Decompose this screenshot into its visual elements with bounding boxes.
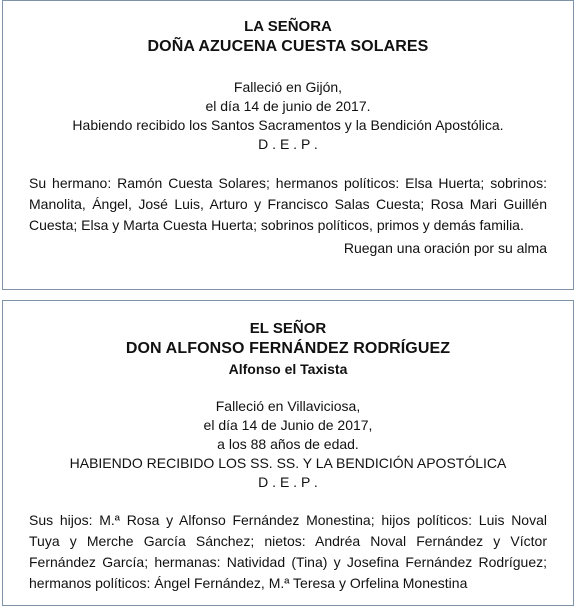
dep-line: D . E . P . [258,136,318,152]
obituary-notice-1 [2,0,574,290]
deceased-nickname: Alfonso el Taxista [228,361,348,377]
family-list: Sus hijos: M.ª Rosa y Alfonso Fernández Monestina; hijos políticos: Luis Noval Tuya y Merche García Sánchez; nietos: Andréa Noval Fernández y Víctor Fernández García; hermanas: Natividad (Tina) y Josefina Fernández Rodríguez; hermanos políticos: Ángel Fernández, M.ª Teresa y Orfelina Monestina [29,512,547,591]
age-line: a los 88 años de edad. [217,436,359,452]
dep-line: D . E . P . [258,474,318,490]
death-place: Falleció en Villaviciosa, [215,398,361,414]
death-place: Falleció en Gijón, [233,79,343,95]
sacraments-line: HABIENDO RECIBIDO LOS SS. SS. Y LA BENDICIÓN APOSTÓLICA [69,455,507,471]
prayer-line: Ruegan una oración por su alma [343,240,547,256]
notice-title: LA SEÑORA [244,18,332,35]
notice-title: EL SEÑOR [249,320,327,337]
family-list: Su hermano: Ramón Cuesta Solares; hermanos políticos: Elsa Huerta; sobrinos: Manolita, Ángel, José Luis, Arturo y Francisco Salas Cuesta; Rosa Mari Guillén Cuesta; Elsa y Marta Cuesta Huerta; sobrinos políticos, primos y demás familia. [29,175,547,233]
deceased-name: DON ALFONSO FERNÁNDEZ RODRÍGUEZ [125,340,451,357]
death-date: el día 14 de Junio de 2017, [203,417,373,433]
sacraments-line: Habiendo recibido los Santos Sacramentos y la Bendición Apostólica. [72,117,504,133]
deceased-name: DOÑA AZUCENA CUESTA SOLARES [147,38,429,55]
obituary-notice-2 [2,300,574,606]
death-date: el día 14 de junio de 2017. [205,98,371,114]
